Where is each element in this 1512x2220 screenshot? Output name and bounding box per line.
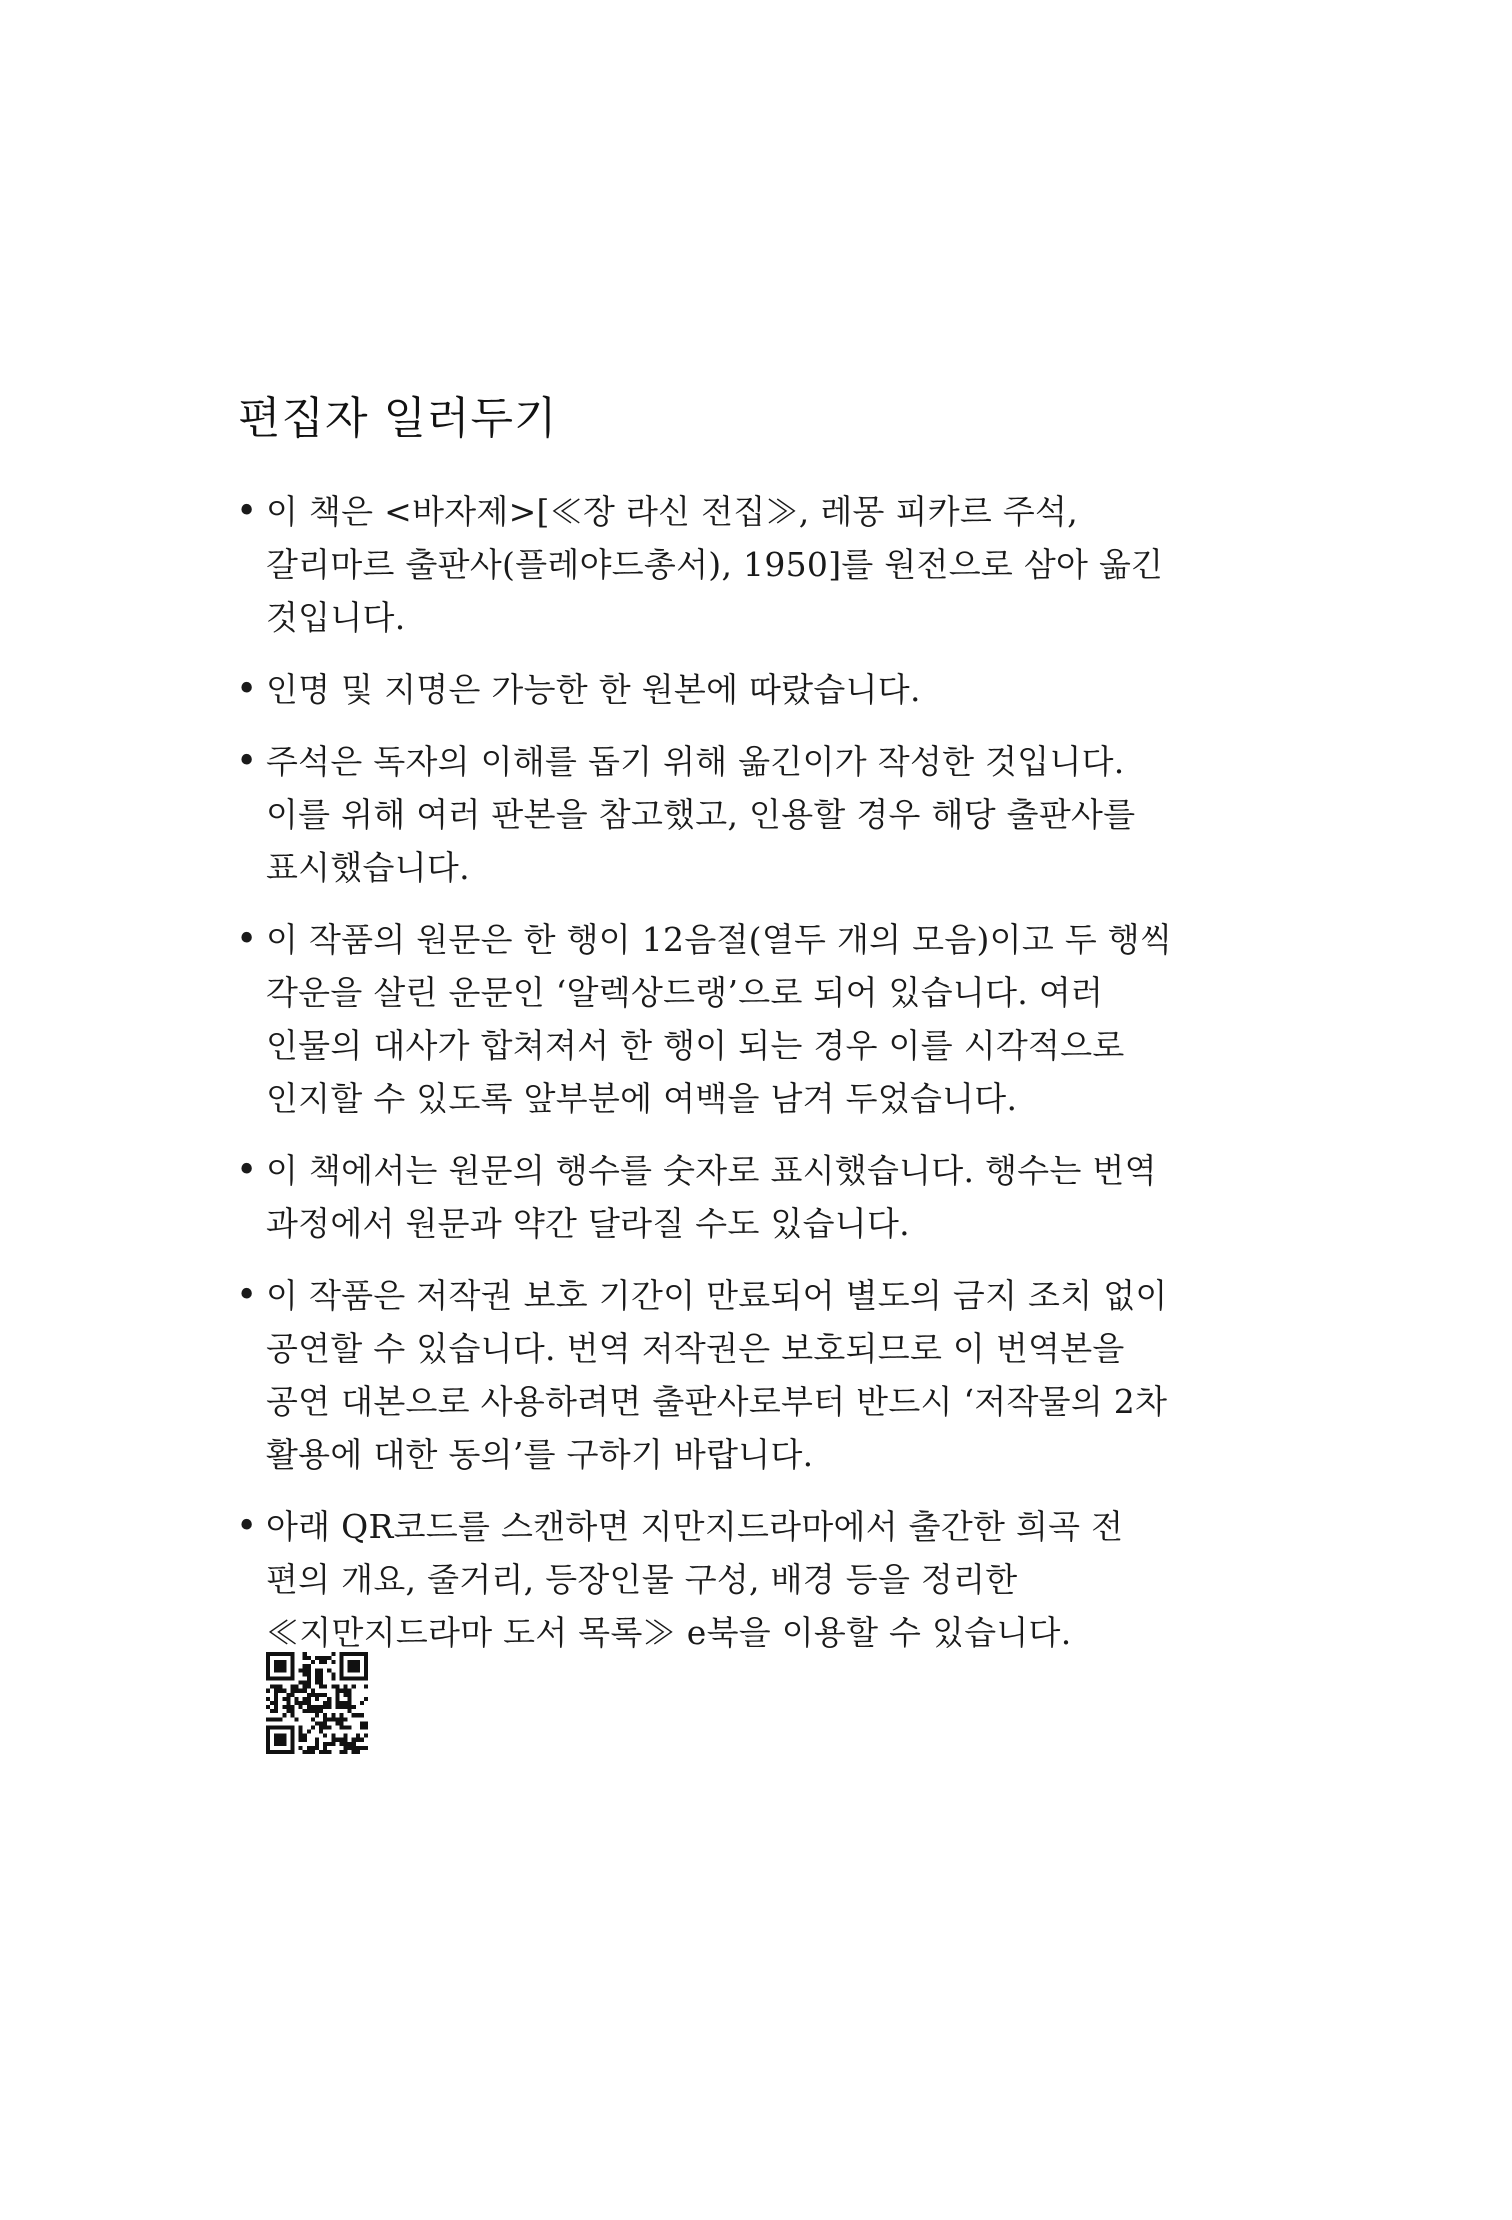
note-line: 각운을 살린 운문인 ‘알렉상드랭’으로 되어 있습니다. 여러 — [266, 973, 1104, 1012]
note-line: 활용에 대한 동의’를 구하기 바랍니다. — [266, 1435, 814, 1474]
bullet: • — [236, 1275, 258, 1316]
page-title: 편집자 일러두기 — [238, 393, 558, 444]
note-line: 과정에서 원문과 약간 달라질 수도 있습니다. — [266, 1204, 910, 1243]
note-line: 표시했습니다. — [266, 848, 470, 887]
note-line: 이 책에서는 원문의 행수를 숫자로 표시했습니다. 행수는 번역 — [266, 1151, 1157, 1190]
note-line: 편의 개요, 줄거리, 등장인물 구성, 배경 등을 정리한 — [266, 1560, 1018, 1599]
note-line: 이 작품은 저작권 보호 기간이 만료되어 별도의 금지 조치 없이 — [266, 1276, 1168, 1315]
list-item — [236, 485, 1236, 644]
note-line: 것입니다. — [266, 598, 406, 637]
bullet: • — [236, 1506, 258, 1547]
bullet: • — [236, 919, 258, 960]
note-line: 이 작품의 원문은 한 행이 12음절(열두 개의 모음)이고 두 행씩 — [266, 920, 1173, 959]
note-line: ≪지만지드라마 도서 목록≫ e북을 이용할 수 있습니다. — [266, 1613, 1072, 1652]
list-item — [236, 735, 1236, 894]
list-item — [236, 1269, 1236, 1481]
bullet: • — [236, 491, 258, 532]
note-line: 갈리마르 출판사(플레야드총서), 1950]를 원전으로 삼아 옮긴 — [266, 545, 1164, 584]
list-item — [236, 1144, 1236, 1250]
note-line: 이를 위해 여러 판본을 참고했고, 인용할 경우 해당 출판사를 — [266, 795, 1136, 834]
qr-code-icon[interactable] — [266, 1652, 368, 1754]
note-line: 공연할 수 있습니다. 번역 저작권은 보호되므로 이 번역본을 — [266, 1329, 1125, 1368]
note-line: 공연 대본으로 사용하려면 출판사로부터 반드시 ‘저작물의 2차 — [266, 1382, 1168, 1421]
note-line: 주석은 독자의 이해를 돕기 위해 옮긴이가 작성한 것입니다. — [266, 742, 1125, 781]
note-line: 아래 QR코드를 스캔하면 지만지드라마에서 출간한 희곡 전 — [266, 1507, 1124, 1546]
note-line: 이 책은 <바자제>[≪장 라신 전집≫, 레몽 피카르 주석, — [266, 492, 1078, 531]
notes-list — [236, 485, 1236, 1678]
bullet: • — [236, 669, 258, 710]
list-item — [236, 663, 1236, 716]
list-item — [236, 913, 1236, 1125]
list-item — [236, 1500, 1236, 1659]
bullet: • — [236, 741, 258, 782]
note-line: 인지할 수 있도록 앞부분에 여백을 남겨 두었습니다. — [266, 1079, 1018, 1118]
note-line: 인명 및 지명은 가능한 한 원본에 따랐습니다. — [266, 670, 921, 709]
bullet: • — [236, 1150, 258, 1191]
note-line: 인물의 대사가 합쳐져서 한 행이 되는 경우 이를 시각적으로 — [266, 1026, 1125, 1065]
